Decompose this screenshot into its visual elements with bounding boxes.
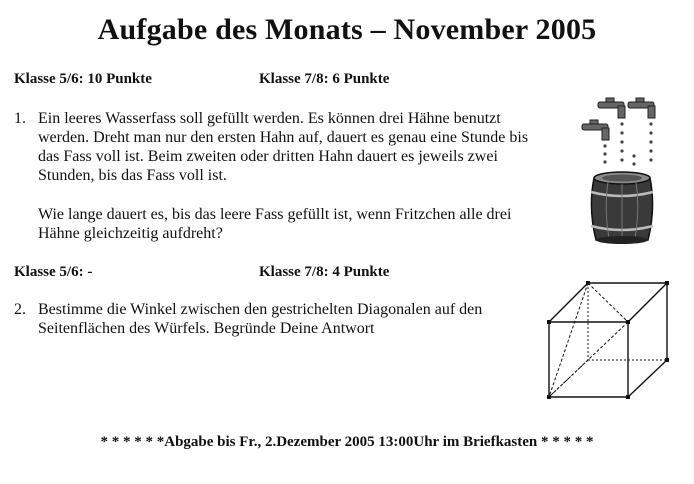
- task1-klasse-78-points: Klasse 7/8: 6 Punkte: [259, 71, 390, 87]
- task2-number: 2.: [14, 301, 26, 318]
- task1-line: das Fass voll ist. Beim zweiten oder dritten Hahn dauert es jeweils zwei: [38, 148, 498, 165]
- task1-question: [38, 205, 511, 243]
- task2-klasse-78-points: Klasse 7/8: 4 Punkte: [259, 264, 390, 280]
- task2-line: Seitenflächen des Würfels. Begründe Deine Antwort: [38, 320, 375, 337]
- cube-with-dashed-diagonals-diagram: [540, 275, 676, 405]
- task1-number: 1.: [14, 110, 26, 127]
- task1-line: Stunden, bis das Fass voll ist.: [38, 167, 227, 184]
- task2-text: [38, 300, 482, 338]
- barrel-with-three-taps-icon: [578, 96, 670, 246]
- task1-klasse-56-points: Klasse 5/6: 10 Punkte: [14, 71, 152, 87]
- task1-question-line: Hähne gleichzeitig aufdreht?: [38, 225, 223, 242]
- task2-klasse-56-points: Klasse 5/6: -: [14, 264, 93, 280]
- submission-deadline-footer: * * * * * *Abgabe bis Fr., 2.Dezember 2005 13:00Uhr im Briefkasten * * * * *: [100, 434, 594, 450]
- task2-line: Bestimme die Winkel zwischen den gestrichelten Diagonalen auf den: [38, 301, 483, 318]
- page-title: Aufgabe des Monats – November 2005: [97, 13, 597, 46]
- task1-text: [38, 109, 528, 185]
- task1-question-line: Wie lange dauert es, bis das leere Fass gefüllt ist, wenn Fritzchen alle drei: [38, 206, 512, 223]
- task1-line: werden. Dreht man nur den ersten Hahn auf, dauert es genau eine Stunde bis: [38, 129, 529, 146]
- task1-line: Ein leeres Wasserfass soll gefüllt werden. Es können drei Hähne benutzt: [38, 110, 501, 127]
